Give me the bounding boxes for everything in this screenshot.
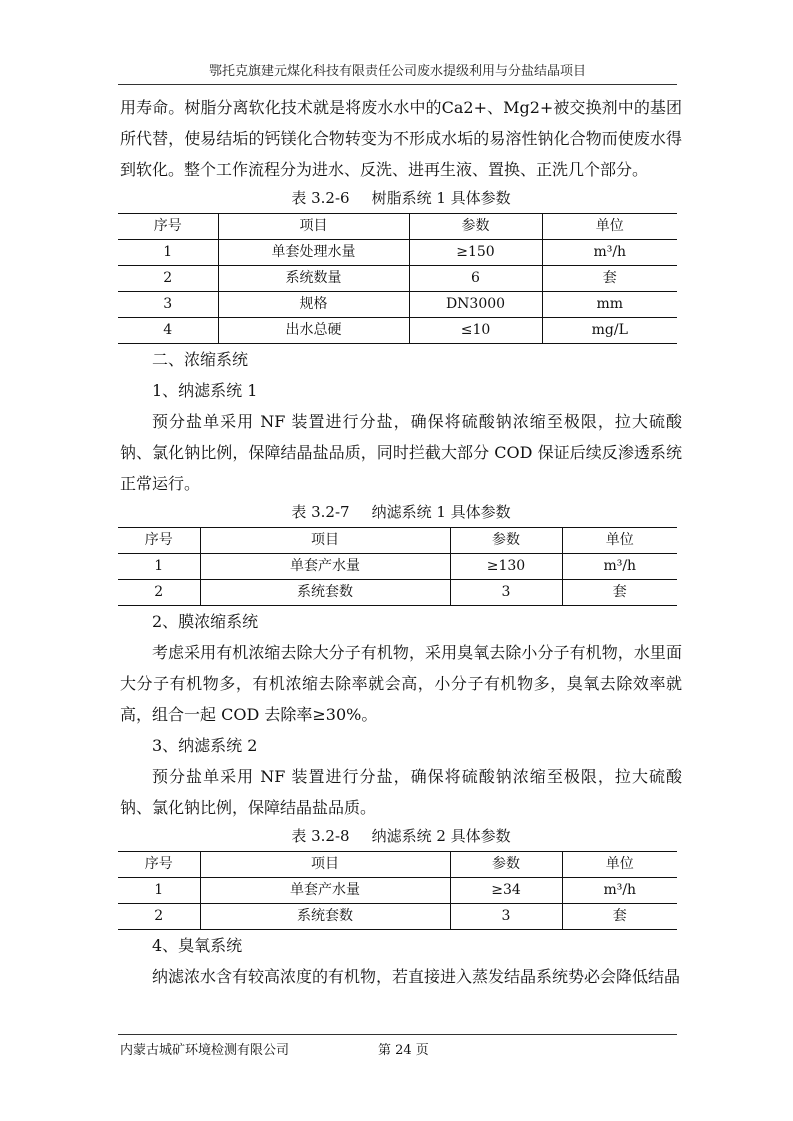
cell-param: 6	[409, 266, 542, 292]
cell-item: 系统套数	[200, 580, 450, 606]
cell-item: 单套产水量	[200, 554, 450, 580]
table-caption-3-2-8	[120, 825, 682, 847]
document-body	[120, 92, 682, 992]
col-header-unit: 单位	[542, 214, 677, 240]
cell-item: 规格	[218, 292, 409, 318]
cell-unit: 套	[562, 904, 677, 930]
table-row	[118, 554, 677, 580]
table-row	[118, 878, 677, 904]
cell-seq: 3	[118, 292, 218, 318]
col-header-param: 参数	[450, 852, 562, 878]
cell-unit: m³/h	[562, 878, 677, 904]
header-divider	[118, 84, 677, 85]
caption-title: 纳滤系统 1 具体参数	[371, 503, 511, 521]
col-header-unit: 单位	[562, 528, 677, 554]
caption-number: 表 3.2-6	[291, 189, 350, 207]
col-header-param: 参数	[409, 214, 542, 240]
cell-item: 单套产水量	[200, 878, 450, 904]
subsection-heading-membrane: 2、膜浓缩系统	[152, 612, 259, 631]
cell-seq: 2	[118, 904, 200, 930]
caption-number: 表 3.2-8	[291, 827, 350, 845]
cell-unit: mg/L	[542, 318, 677, 344]
cell-seq: 4	[118, 318, 218, 344]
cell-unit: 套	[562, 580, 677, 606]
cell-unit: m³/h	[542, 240, 677, 266]
col-header-seq: 序号	[118, 214, 218, 240]
cell-param: DN3000	[409, 292, 542, 318]
cell-param: 3	[450, 580, 562, 606]
cell-param: ≤10	[409, 318, 542, 344]
cell-param: ≥34	[450, 878, 562, 904]
section-heading-concentration: 二、浓缩系统	[152, 350, 249, 369]
cell-seq: 1	[118, 240, 218, 266]
subsection-heading-nf1: 1、纳滤系统 1	[152, 381, 258, 400]
caption-title: 纳滤系统 2 具体参数	[371, 827, 511, 845]
table-caption-3-2-6	[120, 187, 682, 209]
col-header-unit: 单位	[562, 852, 677, 878]
caption-number: 表 3.2-7	[291, 503, 350, 521]
footer-company: 内蒙古城矿环境检测有限公司	[120, 1043, 290, 1058]
caption-title: 树脂系统 1 具体参数	[371, 189, 511, 207]
cell-param: ≥130	[450, 554, 562, 580]
cell-item: 系统套数	[200, 904, 450, 930]
table-caption-3-2-7	[120, 501, 682, 523]
nf2-paragraph: 预分盐单采用 NF 装置进行分盐，确保将硫酸钠浓缩至极限，拉大硫酸钠、氯化钠比例，保障结晶盐品质。	[120, 767, 682, 817]
table-row	[118, 580, 677, 606]
col-header-seq: 序号	[118, 528, 200, 554]
col-header-param: 参数	[450, 528, 562, 554]
cell-seq: 2	[118, 266, 218, 292]
cell-seq: 1	[118, 878, 200, 904]
cell-seq: 2	[118, 580, 200, 606]
page-header: 鄂托克旗建元煤化科技有限责任公司废水提级利用与分盐结晶项目	[208, 64, 586, 79]
cell-item: 系统数量	[218, 266, 409, 292]
resin-system-table	[118, 213, 677, 344]
cell-unit: 套	[542, 266, 677, 292]
col-header-item: 项目	[200, 852, 450, 878]
table-header-row	[118, 528, 677, 554]
col-header-seq: 序号	[118, 852, 200, 878]
table-row	[118, 904, 677, 930]
intro-paragraph: 用寿命。树脂分离软化技术就是将废水水中的Ca2+、Mg2+被交换剂中的基团所代替，使易结垢的钙镁化合物转变为不形成水垢的易溶性钠化合物而使废水得到软化。整个工作流程分为进水、反洗、进再生液、置换、正洗几个部分。	[120, 98, 682, 179]
cell-seq: 1	[118, 554, 200, 580]
table-row	[118, 240, 677, 266]
cell-unit: m³/h	[562, 554, 677, 580]
nf1-system-table	[118, 527, 677, 606]
footer-divider	[118, 1034, 677, 1035]
table-header-row	[118, 214, 677, 240]
cell-param: ≥150	[409, 240, 542, 266]
cell-param: 3	[450, 904, 562, 930]
cell-unit: mm	[542, 292, 677, 318]
ozone-paragraph: 纳滤浓水含有较高浓度的有机物，若直接进入蒸发结晶系统势必会降低结晶	[152, 967, 681, 986]
page-number: 第 24 页	[378, 1043, 429, 1058]
nf1-paragraph: 预分盐单采用 NF 装置进行分盐，确保将硫酸钠浓缩至极限，拉大硫酸钠、氯化钠比例，保障结晶盐品质，同时拦截大部分 COD 保证后续反渗透系统正常运行。	[120, 412, 682, 493]
membrane-paragraph: 考虑采用有机浓缩去除大分子有机物，采用臭氧去除小分子有机物，水里面大分子有机物多，有机浓缩去除率就会高，小分子有机物多，臭氧去除效率就高，组合一起 COD 去除率≥30%。	[120, 643, 682, 724]
cell-item: 出水总硬	[218, 318, 409, 344]
table-row	[118, 292, 677, 318]
col-header-item: 项目	[218, 214, 409, 240]
col-header-item: 项目	[200, 528, 450, 554]
table-row	[118, 318, 677, 344]
cell-item: 单套处理水量	[218, 240, 409, 266]
table-header-row	[118, 852, 677, 878]
subsection-heading-ozone: 4、臭氧系统	[152, 936, 243, 955]
subsection-heading-nf2: 3、纳滤系统 2	[152, 736, 258, 755]
nf2-system-table	[118, 851, 677, 930]
table-row	[118, 266, 677, 292]
